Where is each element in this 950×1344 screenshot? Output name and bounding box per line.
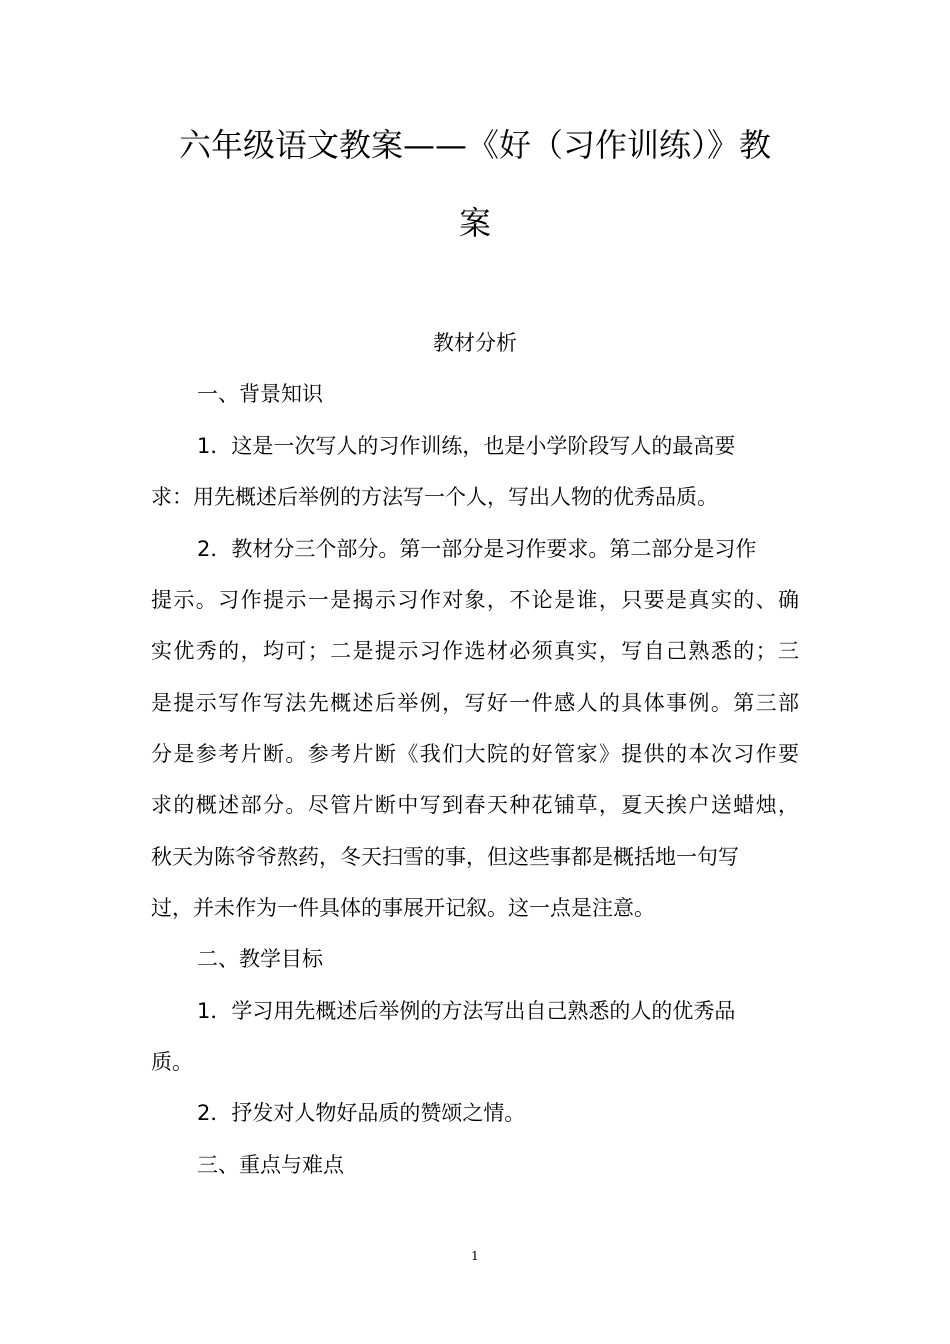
heading-key-points: 三、重点与难点 — [197, 1153, 344, 1177]
goal-1-line-2: 质。 — [151, 1050, 193, 1074]
paragraph-2-line-7: 秋天为陈爷爷熬药，冬天扫雪的事，但这些事都是概括地一句写 — [151, 845, 739, 869]
paragraph-2-line-1: 2．教材分三个部分。第一部分是习作要求。第二部分是习作 — [197, 537, 757, 561]
section-heading: 教材分析 — [433, 331, 517, 355]
heading-background-knowledge: 一、背景知识 — [197, 382, 323, 406]
paragraph-2-line-3: 实优秀的，均可；二是提示习作选材必须真实，写自己熟悉的；三 — [151, 639, 799, 663]
paragraph-1-line-2: 求：用先概述后举例的方法写一个人，写出人物的优秀品质。 — [151, 485, 718, 509]
heading-teaching-goals: 二、教学目标 — [197, 947, 323, 971]
goal-1-line-1: 1．学习用先概述后举例的方法写出自己熟悉的人的优秀品 — [197, 999, 736, 1023]
document-title-line-2: 案 — [458, 204, 491, 242]
paragraph-2-line-2: 提示。习作提示一是揭示习作对象，不论是谁，只要是真实的、确 — [151, 588, 799, 612]
paragraph-2-line-8: 过，并未作为一件具体的事展开记叙。这一点是注意。 — [151, 896, 655, 920]
goal-2-line-1: 2．抒发对人物好品质的赞颂之情。 — [197, 1101, 526, 1125]
paragraph-2-line-4: 是提示写作写法先概述后举例，写好一件感人的具体事例。第三部 — [151, 691, 799, 715]
document-title-line-1: 六年级语文教案——《好（习作训练）》教 — [178, 126, 771, 164]
page-number: 1 — [471, 1249, 479, 1263]
paragraph-1-line-1: 1．这是一次写人的习作训练，也是小学阶段写人的最高要 — [197, 434, 736, 458]
paragraph-2-line-5: 分是参考片断。参考片断《我们大院的好管家》提供的本次习作要 — [151, 742, 799, 766]
paragraph-2-line-6: 求的概述部分。尽管片断中写到春天种花铺草，夏天挨户送蜡烛， — [151, 793, 799, 817]
